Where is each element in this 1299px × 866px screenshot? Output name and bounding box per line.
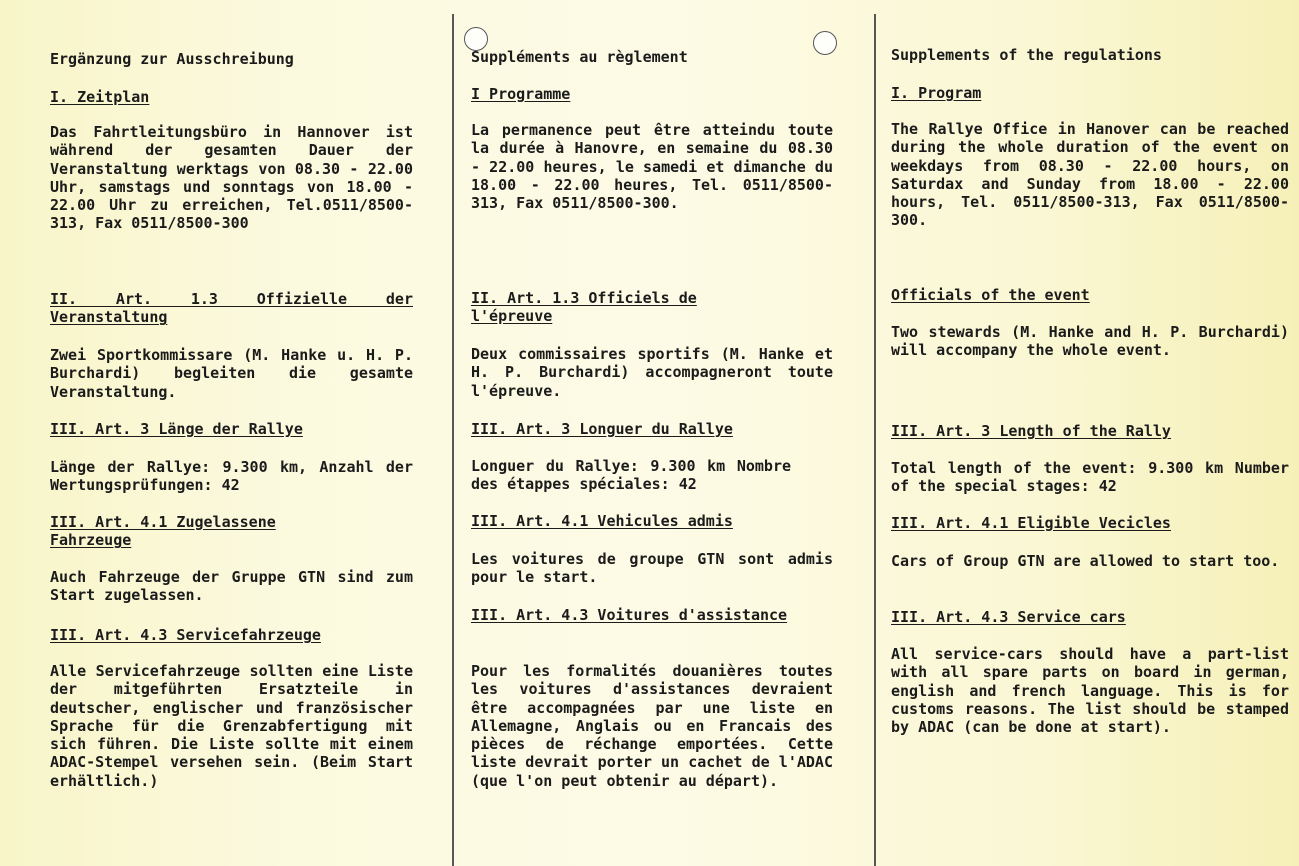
section-heading: III. Art. 3 Longuer du Rallye [471,420,733,438]
section-body: All service-cars should have a part-list with all spare parts on board in german, english and french language. This is for customs reasons. The list should be stamped by ADAC (can be done at start). [891,645,1289,737]
section-heading: II. Art. 1.3 Officiels de l'épreuve [471,289,697,326]
column-title: Supplements of the regulations [891,46,1162,64]
section-body: Two stewards (M. Hanke and H. P. Burchardi) will accompany the whole event. [891,323,1289,360]
section-body: La permanence peut être atteindu toute la durée à Hanovre, en semaine du 08.30 - 22.00 heures, le samedi et dimanche du 18.00 - 22.00 heures, Tel. 0511/8500-313, Fax 0511/8500-300. [471,121,833,213]
section-heading: Officials of the event [891,286,1090,304]
column-german [50,0,413,866]
section-body: Les voitures de groupe GTN sont admis pour le start. [471,550,833,587]
section-body: Auch Fahrzeuge der Gruppe GTN sind zum Start zugelassen. [50,568,413,605]
section-heading: III. Art. 4.1 Zugelassene Fahrzeuge [50,513,276,550]
section-heading: II. Art. 1.3 Offizielle der Veranstaltung [50,290,413,327]
section-body: Das Fahrtleitungsbüro in Hannover ist während der gesamten Dauer der Veranstaltung werktags von 08.30 - 22.00 Uhr, samstags und sonntags von 18.00 - 22.00 Uhr zu erreichen, Tel.0511/8500-313, Fax 0511/8500-300 [50,123,413,233]
section-heading: I. Zeitplan [50,88,150,106]
section-body: Zwei Sportkommissare (M. Hanke u. H. P. Burchardi) begleiten die gesamte Veranstaltung. [50,346,413,401]
section-heading: III. Art. 4.1 Eligible Vecicles [891,514,1171,532]
section-body: Total length of the event: 9.300 km Number of the special stages: 42 [891,459,1289,496]
column-title: Ergänzung zur Ausschreibung [50,50,294,68]
section-body: Länge der Rallye: 9.300 km, Anzahl der Wertungsprüfungen: 42 [50,458,413,495]
section-body: Alle Servicefahrzeuge sollten eine Liste der mitgeführten Ersatzteile in deutscher, englischer und französischer Sprache für die Grenzabfertigung mit sich führen. Die Liste sollte mit einem ADAC-Stempel versehen sein. (Beim Start erhältlich.) [50,662,413,790]
section-heading: III. Art. 4.1 Vehicules admis [471,512,733,530]
section-body: Cars of Group GTN are allowed to start too. [891,552,1280,570]
section-heading: III. Art. 3 Länge der Rallye [50,420,303,438]
section-body: The Rallye Office in Hanover can be reached during the whole duration of the event on weekdays from 08.30 - 22.00 hours, on Saturdax and Sunday from 18.00 - 22.00 hours, Tel. 0511/8500-313, Fax 0511/8500-300. [891,120,1289,230]
column-english [891,0,1289,866]
column-french [471,0,833,866]
section-heading: I. Program [891,84,982,102]
section-body: Deux commissaires sportifs (M. Hanke et H. P. Burchardi) accompagneront toute l'épreuve. [471,345,833,400]
section-heading: III. Art. 4.3 Servicefahrzeuge [50,626,321,644]
column-divider-left [452,14,454,866]
column-title: Suppléments au règlement [471,48,688,66]
section-heading: III. Art. 4.3 Service cars [891,608,1126,626]
section-body: Pour les formalités douanières toutes les voitures d'assistances devraient être accompagnées par une liste en Allemagne, Anglais ou en Francais des pièces de réchange emportées. Cette liste devrait porter un cachet de l'ADAC (que l'on peut obtenir au départ). [471,662,833,790]
section-body: Longuer du Rallye: 9.300 km Nombre des étappes spéciales: 42 [471,457,791,494]
section-heading: III. Art. 3 Length of the Rally [891,422,1171,440]
section-heading: I Programme [471,85,571,103]
column-divider-right [874,14,876,866]
section-heading: III. Art. 4.3 Voitures d'assistance [471,606,788,624]
